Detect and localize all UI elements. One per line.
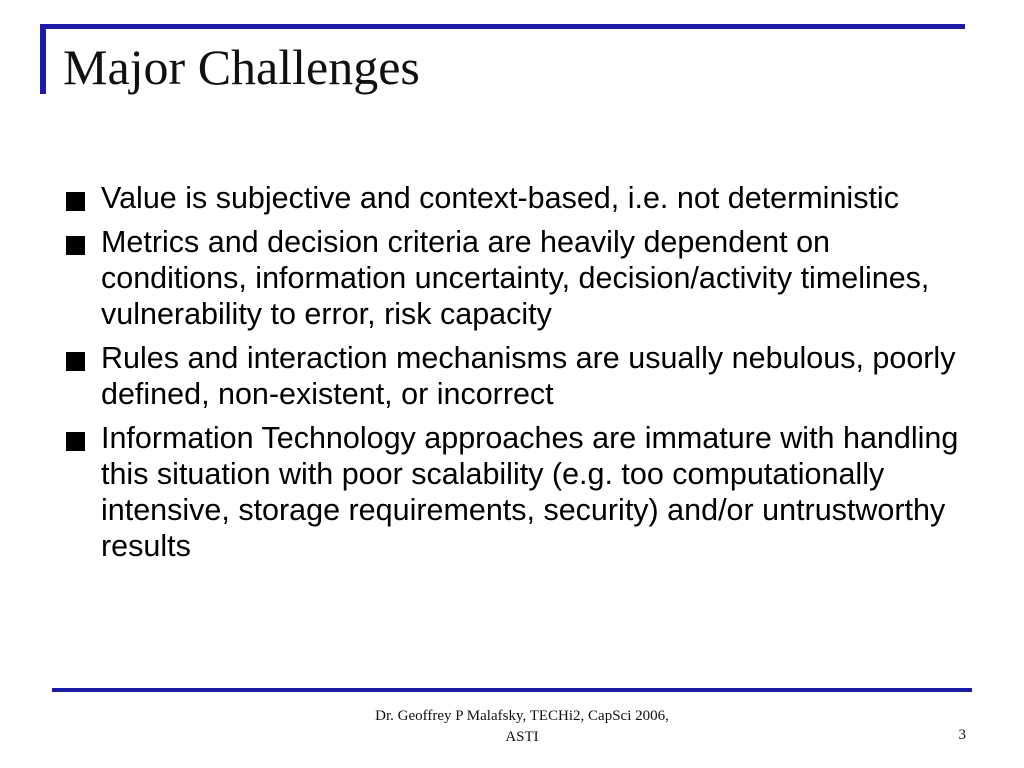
bullet-text: Metrics and decision criteria are heavily dependent on conditions, information uncertainty, decision/activity timelines, vulnerability to error, risk capacity bbox=[101, 225, 930, 331]
square-bullet-icon bbox=[66, 236, 85, 255]
page-number: 3 bbox=[958, 727, 966, 743]
footer-rule bbox=[52, 688, 972, 692]
slide-title: Major Challenges bbox=[63, 39, 420, 95]
footer-credit-line-2: ASTI bbox=[505, 729, 539, 745]
bullet-item bbox=[62, 180, 972, 216]
title-left-rule bbox=[40, 24, 46, 94]
square-bullet-icon bbox=[66, 352, 85, 371]
bullet-item bbox=[62, 340, 972, 412]
footer-credit-line-1: Dr. Geoffrey P Malafsky, TECHi2, CapSci 2006, bbox=[375, 708, 669, 724]
bullet-item bbox=[62, 224, 972, 332]
bullet-text: Value is subjective and context-based, i.e. not deterministic bbox=[101, 181, 899, 215]
bullet-text: Information Technology approaches are immature with handling this situation with poor scalability (e.g. too computationally intensive, storage requirements, security) and/or untrustworthy results bbox=[101, 421, 959, 563]
bullet-text: Rules and interaction mechanisms are usually nebulous, poorly defined, non-existent, or incorrect bbox=[101, 341, 956, 411]
title-top-rule bbox=[40, 24, 965, 29]
square-bullet-icon bbox=[66, 192, 85, 211]
footer-credit bbox=[332, 706, 712, 748]
bullet-list bbox=[62, 180, 972, 572]
square-bullet-icon bbox=[66, 432, 85, 451]
bullet-item bbox=[62, 420, 972, 564]
